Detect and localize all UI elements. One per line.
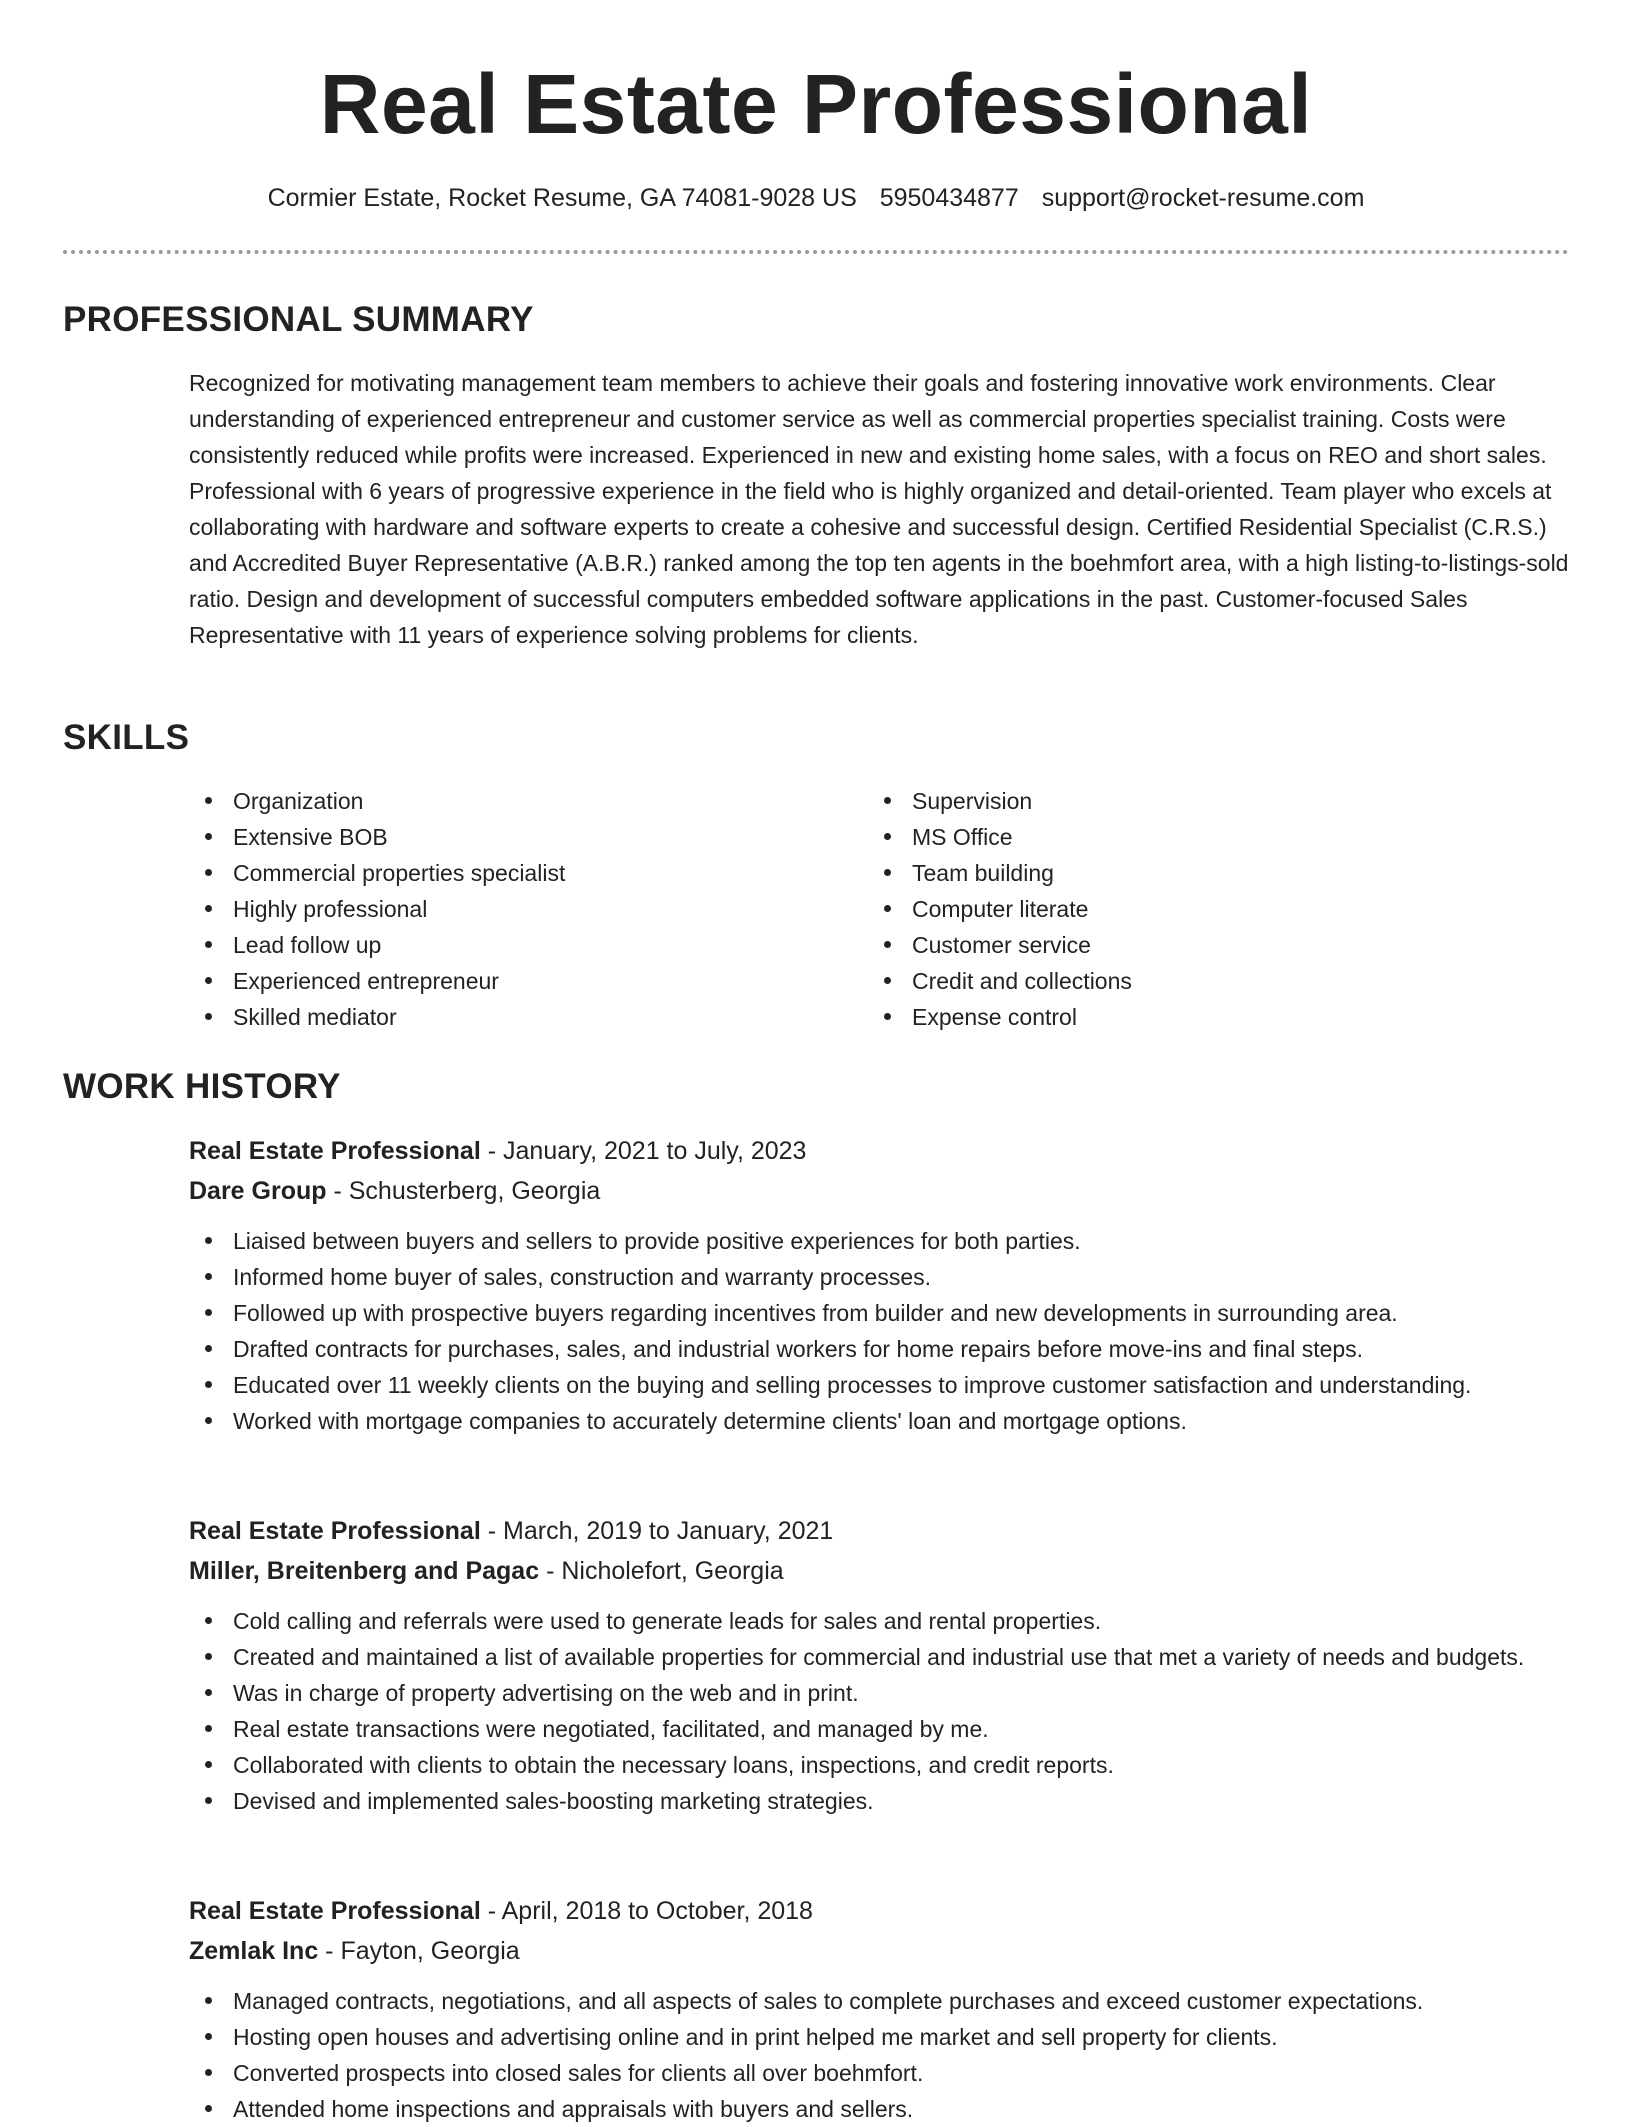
section-title-work-history: WORK HISTORY	[63, 1067, 341, 1106]
skill-item: Credit and collections	[868, 963, 1468, 999]
skill-item: Experienced entrepreneur	[189, 963, 789, 999]
job-bullet: Educated over 11 weekly clients on the buying and selling processes to improve customer satisfaction and understanding.	[189, 1367, 1569, 1403]
skill-item: Highly professional	[189, 891, 789, 927]
skill-item: Supervision	[868, 783, 1468, 819]
job-bullet: Liaised between buyers and sellers to provide positive experiences for both parties.	[189, 1223, 1569, 1259]
job-company: Miller, Breitenberg and Pagac	[189, 1557, 540, 1585]
job-company-line	[189, 1171, 1569, 1211]
job-title: Real Estate Professional	[189, 1517, 481, 1545]
skill-item: Commercial properties specialist	[189, 855, 789, 891]
section-title-summary: PROFESSIONAL SUMMARY	[63, 300, 534, 339]
job-location: - Fayton, Georgia	[318, 1937, 520, 1965]
job-bullet: Converted prospects into closed sales for clients all over boehmfort.	[189, 2055, 1569, 2091]
job-bullet: Managed contracts, negotiations, and all aspects of sales to complete purchases and exceed customer expectations.	[189, 1983, 1569, 2019]
job-company-line	[189, 1551, 1569, 1591]
job-entry	[189, 1891, 1569, 2127]
skill-item: MS Office	[868, 819, 1468, 855]
skill-item: Skilled mediator	[189, 999, 789, 1035]
job-bullet: Hosting open houses and advertising online and in print helped me market and sell property for clients.	[189, 2019, 1569, 2055]
job-location: - Nicholefort, Georgia	[539, 1557, 784, 1585]
job-bullet: Cold calling and referrals were used to generate leads for sales and rental properties.	[189, 1603, 1569, 1639]
job-bullet: Created and maintained a list of available properties for commercial and industrial use that met a variety of needs and budgets.	[189, 1639, 1569, 1675]
job-bullets	[189, 1983, 1569, 2127]
job-title-line	[189, 1891, 1569, 1931]
skill-item: Team building	[868, 855, 1468, 891]
skill-item: Lead follow up	[189, 927, 789, 963]
job-title: Real Estate Professional	[189, 1897, 481, 1925]
job-company: Zemlak Inc	[189, 1937, 319, 1965]
job-bullet: Drafted contracts for purchases, sales, and industrial workers for home repairs before move-ins and final steps.	[189, 1331, 1569, 1367]
job-company-line	[189, 1931, 1569, 1971]
section-title-skills: SKILLS	[63, 718, 190, 757]
job-bullet: Followed up with prospective buyers regarding incentives from builder and new developments in surrounding area.	[189, 1295, 1569, 1331]
job-bullets	[189, 1223, 1569, 1439]
job-bullets	[189, 1603, 1569, 1819]
skills-list-left	[189, 783, 789, 1035]
resume-name: Real Estate Professional	[319, 57, 1313, 151]
job-bullet: Real estate transactions were negotiated, facilitated, and managed by me.	[189, 1711, 1569, 1747]
skill-item: Extensive BOB	[189, 819, 789, 855]
job-location: - Schusterberg, Georgia	[326, 1177, 601, 1205]
contact-address: Cormier Estate, Rocket Resume, GA 74081-9028 US	[267, 184, 857, 212]
job-dates: - January, 2021 to July, 2023	[480, 1137, 807, 1165]
summary-text: Recognized for motivating management team members to achieve their goals and fostering innovative work environments. Clear understanding of experienced entrepreneur and customer service as well as commercial properties specialist training. Costs were consistently reduced while profits were increased. Experienced in new and existing home sales, with a focus on REO and short sales. Professional with 6 years of progressive experience in the field who is highly organized and detail-oriented. Team player who excels at collaborating with hardware and software experts to create a cohesive and successful design. Certified Residential Specialist (C.R.S.) and Accredited Buyer Representative (A.B.R.) ranked among the top ten agents in the boehmfort area, with a high listing-to-listings-sold ratio. Design and development of successful computers embedded software applications in the past. Customer-focused Sales Representative with 11 years of experience solving problems for clients.	[189, 370, 1569, 648]
contact-email: support@rocket-resume.com	[1041, 184, 1365, 212]
skills-list-right	[868, 783, 1468, 1035]
skill-item: Customer service	[868, 927, 1468, 963]
job-bullet: Informed home buyer of sales, construction and warranty processes.	[189, 1259, 1569, 1295]
job-dates: - April, 2018 to October, 2018	[480, 1897, 813, 1925]
job-bullet: Collaborated with clients to obtain the necessary loans, inspections, and credit reports.	[189, 1747, 1569, 1783]
job-entry	[189, 1511, 1569, 1819]
job-dates: - March, 2019 to January, 2021	[480, 1517, 834, 1545]
job-title-line	[189, 1131, 1569, 1171]
skill-item: Expense control	[868, 999, 1468, 1035]
skill-item: Computer literate	[868, 891, 1468, 927]
job-bullet: Was in charge of property advertising on the web and in print.	[189, 1675, 1569, 1711]
job-company: Dare Group	[189, 1177, 327, 1205]
header-divider	[63, 250, 1569, 254]
skill-item: Organization	[189, 783, 789, 819]
job-bullet: Attended home inspections and appraisals with buyers and sellers.	[189, 2091, 1569, 2127]
job-bullet: Worked with mortgage companies to accurately determine clients' loan and mortgage options.	[189, 1403, 1569, 1439]
contact-line	[0, 180, 1632, 216]
job-title-line	[189, 1511, 1569, 1551]
contact-phone: 5950434877	[879, 184, 1019, 212]
job-title: Real Estate Professional	[189, 1137, 481, 1165]
job-bullet: Devised and implemented sales-boosting marketing strategies.	[189, 1783, 1569, 1819]
job-entry	[189, 1131, 1569, 1439]
